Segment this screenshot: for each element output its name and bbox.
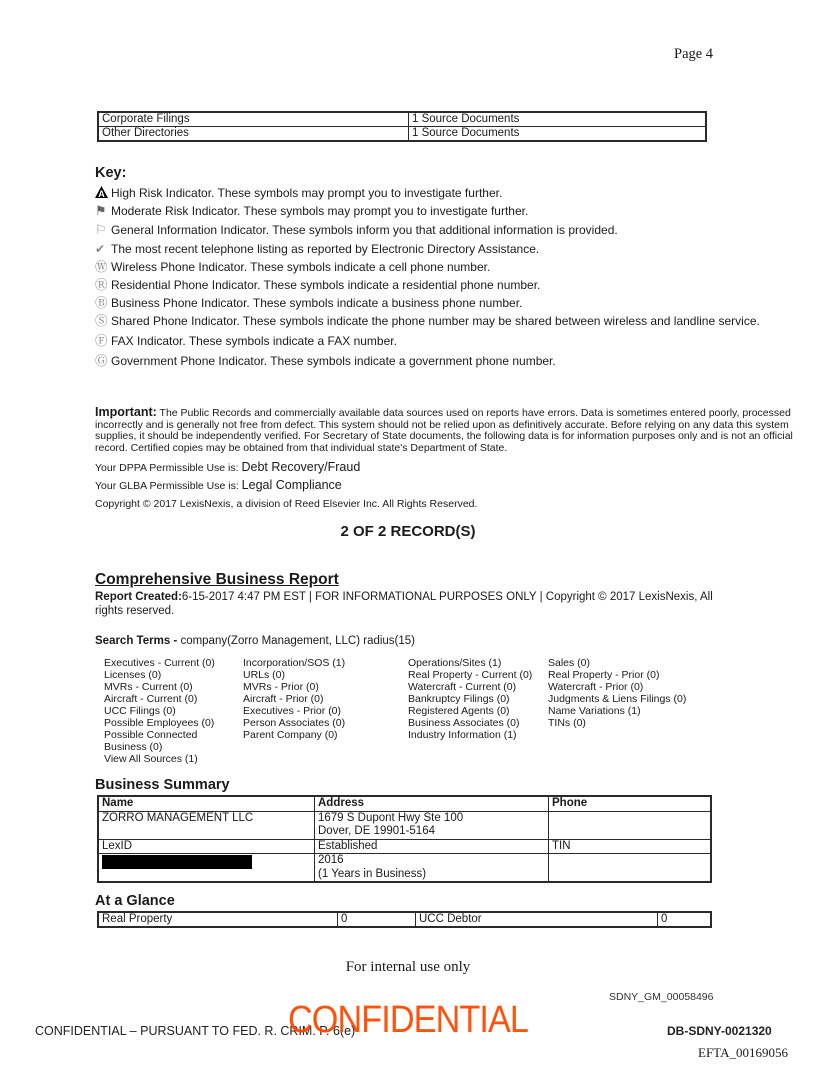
years-in-business: (1 Years in Business) — [318, 867, 427, 880]
source-count-item: Name Variations (1) — [548, 705, 641, 717]
key-item-recent-telephone — [95, 242, 803, 256]
source-count-item: Person Associates (0) — [243, 717, 346, 729]
glba-line — [95, 477, 360, 495]
source-count-item: TINs (0) — [548, 717, 586, 729]
source-count-item: Aircraft - Prior (0) — [243, 693, 324, 705]
source-count-item: Parent Company (0) — [243, 729, 338, 741]
key-item-text: Wireless Phone Indicator. These symbols indicate a cell phone number. — [111, 260, 491, 274]
source-count-item: URLs (0) — [243, 669, 286, 681]
source-count-item: Executives - Current (0) — [104, 657, 215, 669]
source-count-item: Real Property - Current (0) — [408, 669, 533, 681]
key-item-high-risk — [95, 186, 803, 200]
key-item-text: Shared Phone Indicator. These symbols indicate the phone number may be shared between wireless and landline service. — [111, 314, 760, 328]
address-line: 1679 S Dupont Hwy Ste 100 — [318, 811, 464, 824]
search-terms-line — [95, 635, 715, 647]
column-header-address: Address — [315, 796, 549, 811]
established-year: 2016 — [318, 854, 344, 866]
key-heading: Key: — [95, 165, 127, 181]
dppa-value: Debt Recovery/Fraud — [241, 460, 361, 474]
key-item-text: FAX Indicator. These symbols indicate a FAX number. — [111, 334, 397, 348]
cell-ucc-debtor-count: 0 — [658, 912, 712, 927]
source-count-item: Operations/Sites (1) — [408, 657, 502, 669]
checkmark-icon: ✔ — [95, 242, 106, 256]
report-created-text: 6-15-2017 4:47 PM EST | FOR INFORMATIONAL PURPOSES ONLY | Copyright © 2017 LexisNexis, All rights reserved. — [95, 591, 713, 617]
shared-phone-icon: Ⓢ — [95, 313, 108, 328]
key-item-text: General Information Indicator. These symbols inform you that additional information is provided. — [111, 223, 618, 237]
source-count-item: Licenses (0) — [104, 669, 162, 681]
record-count: 2 OF 2 RECORD(S) — [340, 523, 476, 540]
source-count-item: MVRs - Current (0) — [104, 681, 193, 693]
table-row — [98, 912, 711, 927]
search-terms-value: company(Zorro Management, LLC) radius(15) — [180, 635, 416, 647]
redaction-box — [102, 855, 252, 869]
source-count-item: Business (0) — [104, 741, 163, 753]
report-created-line — [95, 591, 715, 618]
source-counts-column-2 — [243, 657, 408, 765]
source-count-item: View All Sources (1) — [104, 753, 198, 765]
cell-real-property-label: Real Property — [98, 912, 338, 927]
important-text: The Public Records and commercially available data sources used on reports have errors. Data is sometimes entered poorly, processed incorrectly and is generally not free from defect. This system should not be relied upon as definitively accurate. Before relying on any data this system supplies, it should be independently verified. For Secretary of State documents, the following data is for information purposes only and is not an official record. Certified copies may be obtained from that individual state's Department of State. — [95, 407, 793, 454]
table-row — [98, 112, 706, 127]
moderate-risk-flag-icon: ⚑ — [95, 204, 107, 219]
cell-business-name: ZORRO MANAGEMENT LLC — [98, 811, 315, 839]
key-item-text: The most recent telephone listing as reported by Electronic Directory Assistance. — [111, 242, 540, 256]
source-count-item: Possible Connected — [104, 729, 198, 741]
wireless-phone-icon: Ⓦ — [95, 259, 108, 274]
source-count-item: Watercraft - Prior (0) — [548, 681, 644, 693]
source-count-item: MVRs - Prior (0) — [243, 681, 319, 693]
key-item-text: Moderate Risk Indicator. These symbols may prompt you to investigate further. — [111, 204, 529, 218]
key-item-moderate-risk — [95, 204, 803, 219]
cell-business-address — [315, 811, 549, 839]
report-title: Comprehensive Business Report — [95, 571, 339, 588]
business-summary-table — [97, 795, 712, 883]
key-section — [95, 165, 803, 372]
key-item-shared-phone — [95, 314, 803, 328]
cell-lexid-label: LexID — [98, 839, 315, 854]
source-count-item: Real Property - Prior (0) — [548, 669, 660, 681]
cell-tin-value — [549, 854, 712, 883]
key-item-text: Government Phone Indicator. These symbols indicate a government phone number. — [111, 354, 556, 368]
key-item-wireless — [95, 260, 803, 274]
important-label: Important: — [95, 405, 157, 419]
at-a-glance-heading: At a Glance — [95, 893, 175, 909]
column-header-name: Name — [98, 796, 315, 811]
table-row — [98, 854, 711, 883]
bates-number-db-sdny: DB-SDNY-0021320 — [667, 1024, 772, 1038]
source-count-item: Executives - Prior (0) — [243, 705, 342, 717]
table-header-row — [98, 796, 711, 811]
source-count-item: Incorporation/SOS (1) — [243, 657, 346, 669]
internal-use-note: For internal use only — [345, 959, 471, 975]
dppa-label: Your DPPA Permissible Use is: — [95, 462, 242, 474]
cell-real-property-count: 0 — [338, 912, 416, 927]
fax-icon: Ⓕ — [95, 333, 108, 348]
general-info-flag-icon: ⚐ — [95, 223, 107, 238]
cell-established-value — [315, 854, 549, 883]
key-item-government — [95, 354, 803, 368]
confidential-footer-line: CONFIDENTIAL – PURSUANT TO FED. R. CRIM. P. 6(e) — [35, 1024, 356, 1038]
source-count-item: Watercraft - Current (0) — [408, 681, 517, 693]
glba-label: Your GLBA Permissible Use is: — [95, 480, 242, 492]
table-row — [98, 839, 711, 854]
key-item-business-phone — [95, 296, 803, 310]
table-row — [98, 127, 706, 142]
source-count-item: Sales (0) — [548, 657, 591, 669]
table-cell-value: 1 Source Documents — [409, 127, 707, 142]
key-item-residential — [95, 278, 803, 292]
cell-ucc-debtor-label: UCC Debtor — [416, 912, 658, 927]
cell-established-label: Established — [315, 839, 549, 854]
bates-number-sdny-gm: SDNY_GM_00058496 — [609, 991, 714, 1003]
svg-text:A: A — [98, 189, 105, 198]
bates-number-efta: EFTA_00169056 — [698, 1045, 788, 1060]
source-counts-column-3 — [408, 657, 548, 765]
residential-phone-icon: Ⓡ — [95, 277, 108, 292]
source-count-item: Business Associates (0) — [408, 717, 520, 729]
source-documents-table — [97, 111, 707, 142]
key-item-fax — [95, 334, 803, 348]
source-count-item: Aircraft - Current (0) — [104, 693, 198, 705]
business-phone-icon: Ⓑ — [95, 295, 108, 310]
permissible-use-section — [95, 459, 360, 495]
confidential-watermark: CONFIDENTIAL — [287, 999, 529, 1041]
source-counts-column-1 — [104, 657, 243, 765]
source-count-item: Industry Information (1) — [408, 729, 517, 741]
government-phone-icon: Ⓖ — [95, 353, 108, 368]
column-header-phone: Phone — [549, 796, 712, 811]
at-a-glance-table — [97, 911, 712, 928]
important-disclaimer — [95, 407, 805, 454]
table-cell-value: 1 Source Documents — [409, 112, 707, 127]
report-created-label: Report Created: — [95, 591, 182, 603]
source-counts — [104, 657, 748, 765]
dppa-line — [95, 459, 360, 477]
address-line: Dover, DE 19901-5164 — [318, 825, 435, 837]
search-terms-label: Search Terms - — [95, 635, 181, 647]
key-item-general-info — [95, 223, 803, 238]
source-counts-column-4 — [548, 657, 748, 765]
table-cell-label: Other Directories — [98, 127, 409, 142]
source-count-item: Bankruptcy Filings (0) — [408, 693, 510, 705]
page-number: Page 4 — [674, 46, 714, 62]
business-summary-heading: Business Summary — [95, 777, 230, 793]
cell-tin-label: TIN — [549, 839, 712, 854]
key-item-text: Residential Phone Indicator. These symbols indicate a residential phone number. — [111, 278, 541, 292]
key-item-text: Business Phone Indicator. These symbols indicate a business phone number. — [111, 296, 523, 310]
copyright-line: Copyright © 2017 LexisNexis, a division of Reed Elsevier Inc. All Rights Reserved. — [95, 498, 478, 510]
glba-value: Legal Compliance — [241, 478, 342, 492]
table-cell-label: Corporate Filings — [98, 112, 409, 127]
cell-lexid-value — [98, 854, 315, 883]
high-risk-triangle-icon — [95, 186, 111, 200]
source-count-item: UCC Filings (0) — [104, 705, 176, 717]
source-count-item: Registered Agents (0) — [408, 705, 510, 717]
table-row — [98, 811, 711, 839]
cell-business-phone — [549, 811, 712, 839]
key-item-text: High Risk Indicator. These symbols may prompt you to investigate further. — [111, 186, 503, 200]
source-count-item: Possible Employees (0) — [104, 717, 215, 729]
source-count-item: Judgments & Liens Filings (0) — [548, 693, 687, 705]
report-section — [95, 571, 715, 647]
